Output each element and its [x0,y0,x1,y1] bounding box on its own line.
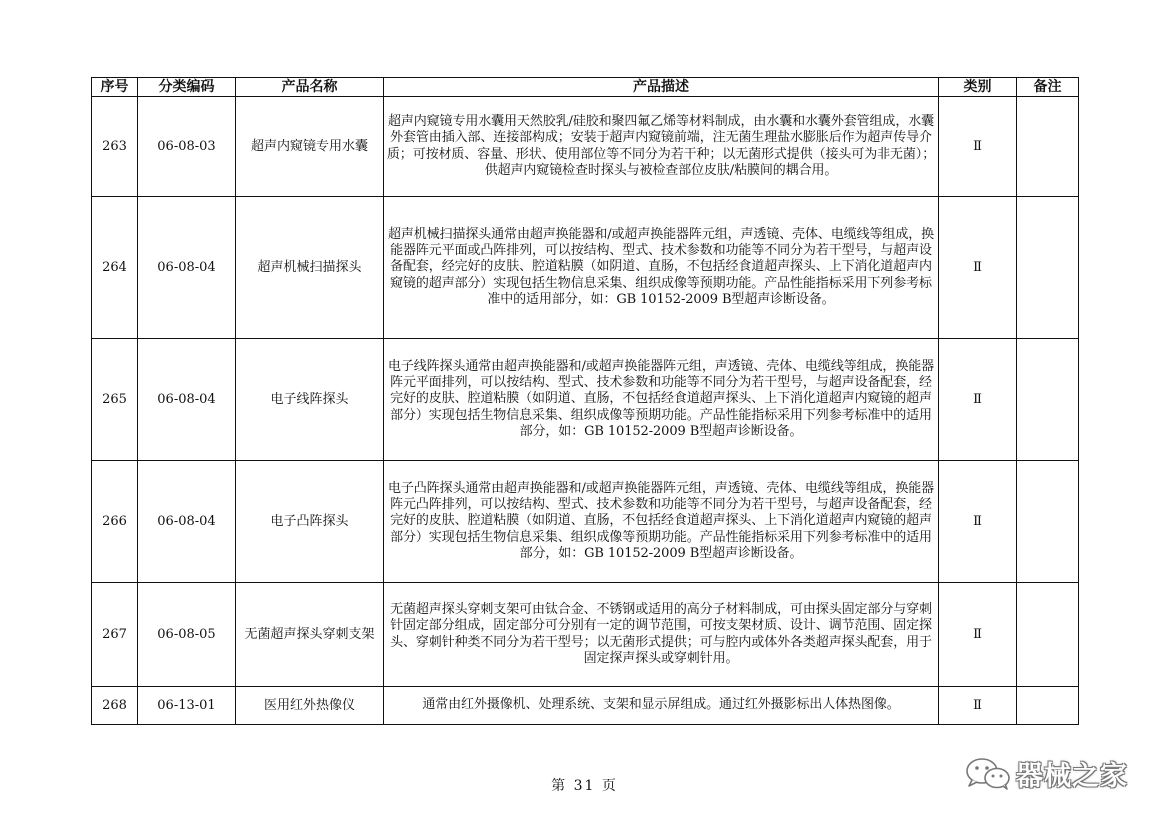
table-row [92,583,1079,687]
cell-name: 医用红外热像仪 [236,687,384,725]
cell-note [1017,583,1079,687]
cell-code: 06-08-04 [138,339,236,461]
cell-no: 268 [92,687,138,725]
cell-note [1017,461,1079,583]
header-row [92,78,1079,97]
col-header-code: 分类编码 [138,78,236,97]
cell-no: 263 [92,97,138,197]
cell-name: 超声机械扫描探头 [236,197,384,339]
cell-no: 267 [92,583,138,687]
table-row [92,461,1079,583]
cell-code: 06-08-05 [138,583,236,687]
cell-desc: 电子凸阵探头通常由超声换能器和/或超声换能器阵元组，声透镜、壳体、电缆线等组成，换能器阵元凸阵排列，可以按结构、型式、技术参数和功能等不同分为若干型号，与超声设备配套，经完好的皮肤、腔道粘膜（如阴道、直肠，不包括经食道超声探头、上下消化道超声内窥镜的超声部分）实现包括生物信息采集、组织成像等预期功能。产品性能指标采用下列参考标准中的适用部分，如：GB 10152-2009 B型超声诊断设备。 [384,461,939,583]
cell-no: 266 [92,461,138,583]
cell-code: 06-08-03 [138,97,236,197]
cell-name: 电子凸阵探头 [236,461,384,583]
col-header-no: 序号 [92,78,138,97]
cell-note [1017,197,1079,339]
page-number: 第 31 页 [551,778,618,794]
cell-desc: 超声机械扫描探头通常由超声换能器和/或超声换能器阵元组，声透镜、壳体、电缆线等组成，换能器阵元平面或凸阵排列，可以按结构、型式、技术参数和功能等不同分为若干型号，与超声设备配套，经完好的皮肤、腔道粘膜（如阴道、直肠，不包括经食道超声探头、上下消化道超声内窥镜的超声部分）实现包括生物信息采集、组织成像等预期功能。产品性能指标采用下列参考标准中的适用部分，如：GB 10152-2009 B型超声诊断设备。 [384,197,939,339]
cell-desc: 电子线阵探头通常由超声换能器和/或超声换能器阵元组，声透镜、壳体、电缆线等组成，换能器阵元平面排列，可以按结构、型式、技术参数和功能等不同分为若干型号，与超声设备配套，经完好的皮肤、腔道粘膜（如阴道、直肠，不包括经食道超声探头、上下消化道超声内窥镜的超声部分）实现包括生物信息采集、组织成像等预期功能。产品性能指标采用下列参考标准中的适用部分，如：GB 10152-2009 B型超声诊断设备。 [384,339,939,461]
cell-category: Ⅱ [939,583,1017,687]
cell-name: 无菌超声探头穿刺支架 [236,583,384,687]
watermark-text: 器械之家 [1016,760,1128,792]
cell-note [1017,97,1079,197]
cell-desc: 超声内窥镜专用水囊用天然胶乳/硅胶和聚四氟乙烯等材料制成，由水囊和水囊外套管组成，水囊外套管由插入部、连接部构成；安装于超声内窥镜前端，注无菌生理盐水膨胀后作为超声传导介质；可按材质、容量、形状、使用部位等不同分为若干种；以无菌形式提供（接头可为非无菌）；供超声内窥镜检查时探头与被检查部位皮肤/粘膜间的耦合用。 [384,97,939,197]
cell-category: Ⅱ [939,197,1017,339]
col-header-name: 产品名称 [236,78,384,97]
cell-code: 06-08-04 [138,197,236,339]
cell-no: 265 [92,339,138,461]
cell-category: Ⅱ [939,461,1017,583]
cell-code: 06-08-04 [138,461,236,583]
cell-name: 电子线阵探头 [236,339,384,461]
col-header-desc: 产品描述 [384,78,939,97]
table-row [92,97,1079,197]
cell-note [1017,687,1079,725]
col-header-note: 备注 [1017,78,1079,97]
watermark [964,755,1128,791]
cell-no: 264 [92,197,138,339]
table-row [92,197,1079,339]
cell-desc: 通常由红外摄像机、处理系统、支架和显示屏组成。通过红外摄影标出人体热图像。 [384,687,939,725]
table-row [92,687,1079,725]
cell-category: Ⅱ [939,339,1017,461]
cell-name: 超声内窥镜专用水囊 [236,97,384,197]
cell-category: Ⅱ [939,97,1017,197]
product-table [91,77,1079,725]
table-row [92,339,1079,461]
cell-note [1017,339,1079,461]
col-header-category: 类别 [939,78,1017,97]
cell-category: Ⅱ [939,687,1017,725]
cell-desc: 无菌超声探头穿刺支架可由钛合金、不锈钢或适用的高分子材料制成，可由探头固定部分与穿刺针固定部分组成，固定部分可分别有一定的调节范围，可按支架材质、设计、调节范围、固定探头、穿刺针种类不同分为若干型号；以无菌形式提供；可与腔内或体外各类超声探头配套，用于固定探声探头或穿刺针用。 [384,583,939,687]
cell-code: 06-13-01 [138,687,236,725]
wechat-icon [964,756,1012,790]
